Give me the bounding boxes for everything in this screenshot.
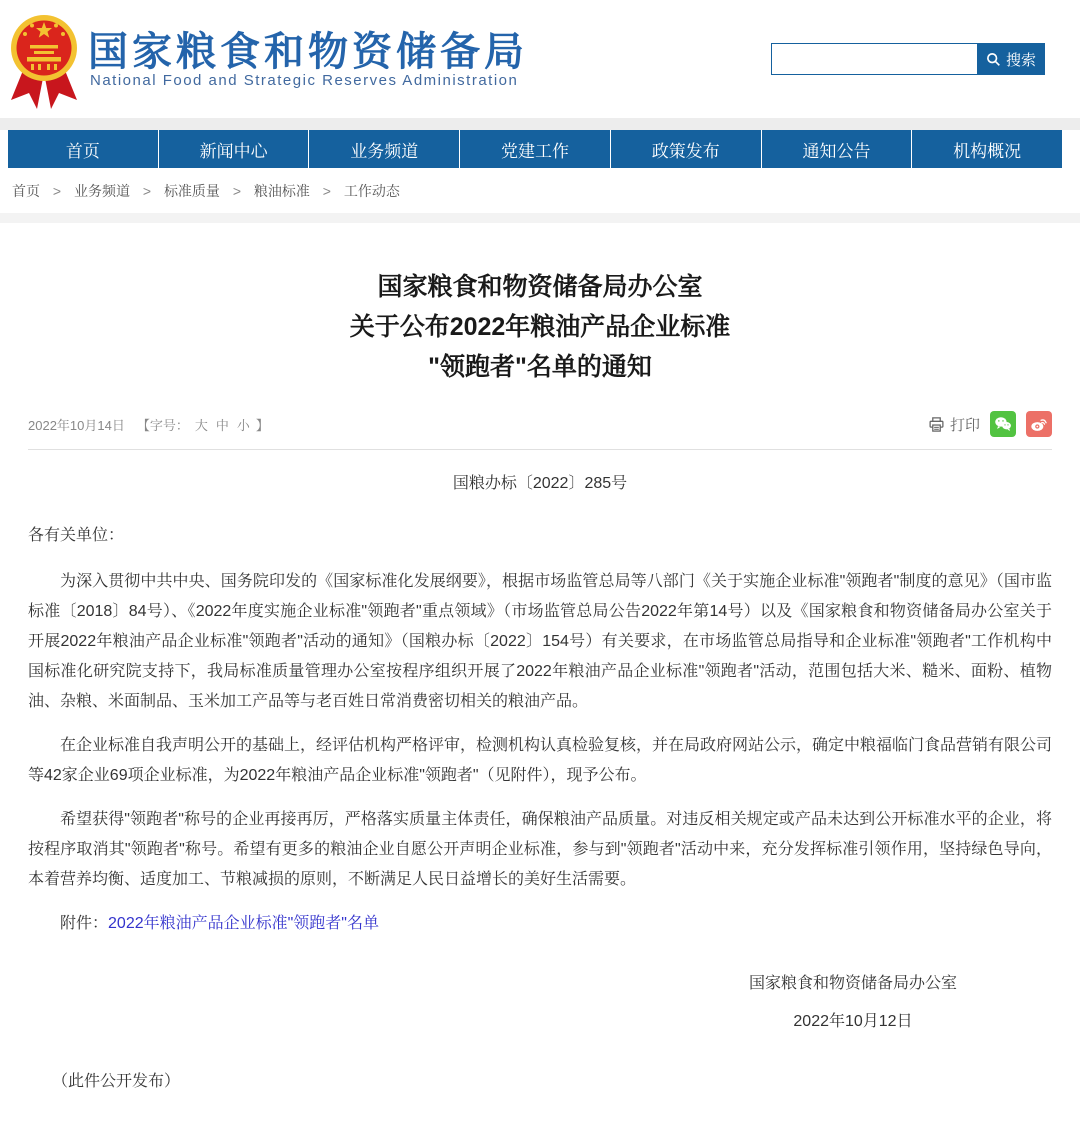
breadcrumb [0,168,1080,213]
paragraph-2: 在企业标准自我声明公开的基础上，经评估机构严格评审，检测机构认真检验复核，并在局政府网站公示，确定中粮福临门食品营销有限公司等42家企业69项企业标准，为2022年粮油产品企业标准"领跑者"（见附件），现予公布。 [28,737,1053,784]
paragraph-1: 为深入贯彻中共中央、国务院印发的《国家标准化发展纲要》，根据市场监管总局等八部门《关于实施企业标准"领跑者"制度的意见》（国市监标准〔2018〕84号）、《2022年度实施企业标准"领跑者"重点领域》（市场监管总局公告2022年第14号）以及《国家粮食和物资储备局办公室关于开展2022年粮油产品企业标准"领跑者"活动的通知》（国粮办标〔2022〕154号）有关要求，在市场监管总局指导和企业标准"领跑者"工作机构中国标准化研究院支持下，我局标准质量管理办公室按程序组织开展了2022年粮油产品企业标准"领跑者"活动，范围包括大米、糙米、面粉、植物油、杂粮、米面制品、玉米加工产品等与老百姓日常消费密切相关的粮油产品。 [28,573,1052,710]
doc-number: 国粮办标〔2022〕285号 [452,475,628,492]
content-divider [0,213,1080,223]
fontsize-medium-button[interactable]: 中 [215,417,229,433]
breadcrumb-separator: > [322,183,331,199]
article [0,223,1080,1123]
site-title: 国家粮食和物资储备局 [88,30,528,74]
breadcrumb-separator: > [142,183,152,199]
wechat-icon [993,414,1013,434]
article-meta-left [28,415,269,434]
signature-block [749,965,957,1041]
header-divider [0,118,1080,130]
nav-item-news[interactable]: 新闻中心 [159,130,310,168]
breadcrumb-separator: > [232,183,242,199]
nav-item-party-building[interactable]: 党建工作 [460,130,611,168]
attachment-link[interactable]: 2022年粮油产品企业标准"领跑者"名单 [108,915,379,932]
article-title-line: 国家粮食和物资储备局办公室 [377,273,703,301]
nav-item-home[interactable]: 首页 [8,130,159,168]
article-title-line: 关于公布2022年粮油产品企业标准 [349,313,731,341]
main-nav [8,130,1062,168]
breadcrumb-work-updates[interactable]: 工作动态 [343,183,400,199]
fontsize-small-button[interactable]: 小 [236,417,250,433]
article-body [28,521,1052,1097]
print-button[interactable] [928,414,980,435]
publish-date: 2022年10月14日 [28,417,125,433]
footer-note: （此件公开发布） [52,1073,181,1090]
site-search [771,43,1045,75]
search-button[interactable] [977,43,1045,75]
weibo-icon [1029,414,1049,434]
paragraph-3: 希望获得"领跑者"称号的企业再接再厉，严格落实质量主体责任，确保粮油产品质量。对违反相关规定或产品未达到公开标准水平的企业，将按程序取消其"领跑者"称号。希望有更多的粮油企业自愿公开声明企业标准，参与到"领跑者"活动中来，充分发挥标准引领作用，坚持绿色导向，本着营养均衡、适度加工、节粮减损的原则，不断满足人民日益增长的美好生活需要。 [28,811,1052,888]
search-icon [986,52,1001,67]
article-meta-row [28,411,1052,450]
share-wechat-button[interactable] [990,411,1016,437]
search-button-label: 搜索 [1005,51,1036,69]
site-header [0,0,1080,118]
article-title [28,267,1052,387]
attachment-label: 附件： [60,915,109,932]
print-label: 打印 [949,416,980,434]
breadcrumb-business[interactable]: 业务频道 [73,183,130,199]
search-input[interactable] [771,43,977,75]
breadcrumb-home[interactable]: 首页 [12,183,40,199]
attachment-row [28,909,1052,939]
nav-item-about[interactable]: 机构概况 [953,141,1022,161]
printer-icon [928,416,945,433]
fontsize-label-suffix: 】 [255,417,269,433]
fontsize-large-button[interactable]: 大 [194,417,208,433]
nav-item-notices[interactable]: 通知公告 [762,130,913,168]
breadcrumb-separator: > [52,183,62,199]
signature-date: 2022年10月12日 [793,1013,913,1030]
site-title-en: National Food and Strategic Reserves Administration [90,72,519,89]
article-meta-actions [928,411,1052,437]
breadcrumb-standards-quality[interactable]: 标准质量 [163,183,220,199]
article-title-line: "领跑者"名单的通知 [428,353,652,381]
nav-item-policy[interactable]: 政策发布 [611,130,762,168]
nav-item-business[interactable]: 业务频道 [309,130,460,168]
signature-org: 国家粮食和物资储备局办公室 [748,975,957,992]
breadcrumb-grain-oil-standards[interactable]: 粮油标准 [253,183,310,199]
national-emblem-logo [8,8,80,112]
fontsize-label-prefix: 【字号： [136,417,189,433]
salutation: 各有关单位： [28,527,125,544]
share-weibo-button[interactable] [1026,411,1052,437]
